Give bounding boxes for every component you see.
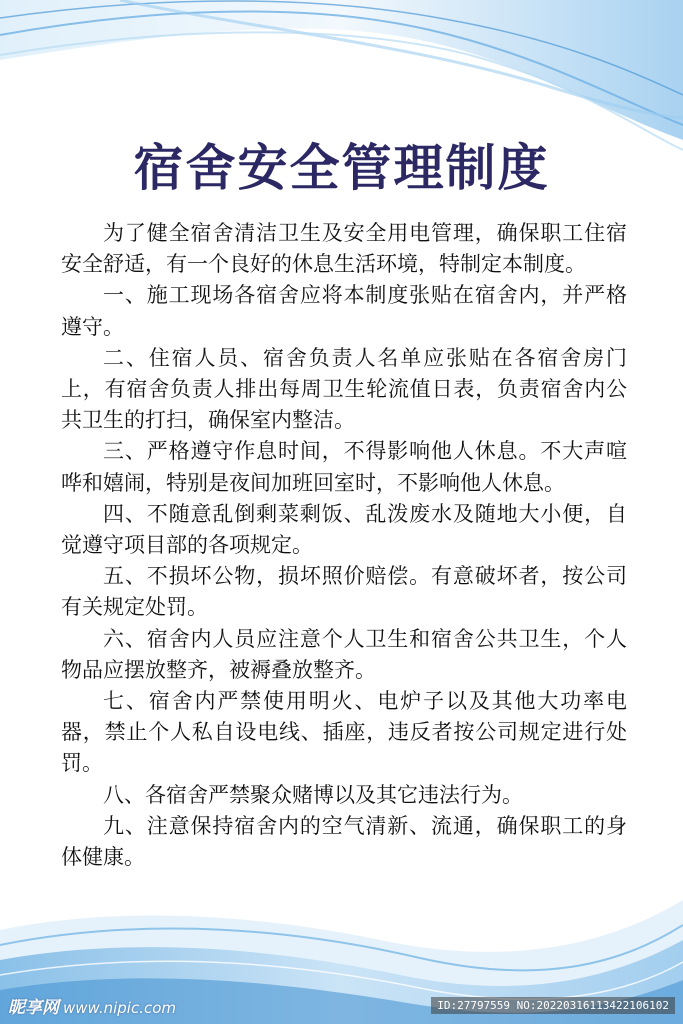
rule-1: 一、施工现场各宿舍应将本制度张贴在宿舍内，并严格遵守。 bbox=[61, 283, 627, 339]
watermark-brand-name: 昵享网 bbox=[8, 998, 59, 1018]
watermark-site: www.nipic.com bbox=[63, 999, 177, 1017]
regulation-body bbox=[61, 218, 627, 873]
rule-4: 四、不随意乱倒剩菜剩饭、乱泼废水及随地大小便，自觉遵守项目部的各项规定。 bbox=[61, 501, 627, 558]
page-title: 宿舍安全管理制度 bbox=[133, 138, 550, 197]
intro-paragraph: 为了健全宿舍清洁卫生及安全用电管理，确保职工住宿安全舒适，有一个良好的休息生活环境，特制定本制度。 bbox=[61, 221, 627, 277]
rule-7: 七、宿舍内严禁使用明火、电炉子以及其他大功率电器，禁止个人私自设电线、插座，违反者按公司规定进行处罚。 bbox=[61, 689, 627, 776]
rule-3: 三、严格遵守作息时间，不得影响他人休息。不大声喧哗和嬉闹，特别是夜间加班回室时，不影响他人休息。 bbox=[61, 439, 627, 495]
rule-9: 九、注意保持宿舍内的空气清新、流通，确保职工的身体健康。 bbox=[61, 813, 627, 870]
rule-6: 六、宿舍内人员应注意个人卫生和宿舍公共卫生，个人物品应摆放整齐，被褥叠放整齐。 bbox=[61, 626, 627, 682]
rule-8: 八、各宿舍严禁聚众赌博以及其它违法行为。 bbox=[103, 782, 523, 807]
watermark-id: ID:27797559 NO:20220316113422106102 bbox=[431, 997, 675, 1014]
watermark-brand bbox=[8, 993, 176, 1018]
rule-2: 二、住宿人员、宿舍负责人名单应张贴在各宿舍房门上，有宿舍负责人排出每周卫生轮流值日表，负责宿舍内公共卫生的打扫，确保室内整洁。 bbox=[61, 345, 627, 433]
rule-5: 五、不损坏公物，损坏照价赔偿。有意破坏者，按公司有关规定处罚。 bbox=[61, 564, 627, 620]
